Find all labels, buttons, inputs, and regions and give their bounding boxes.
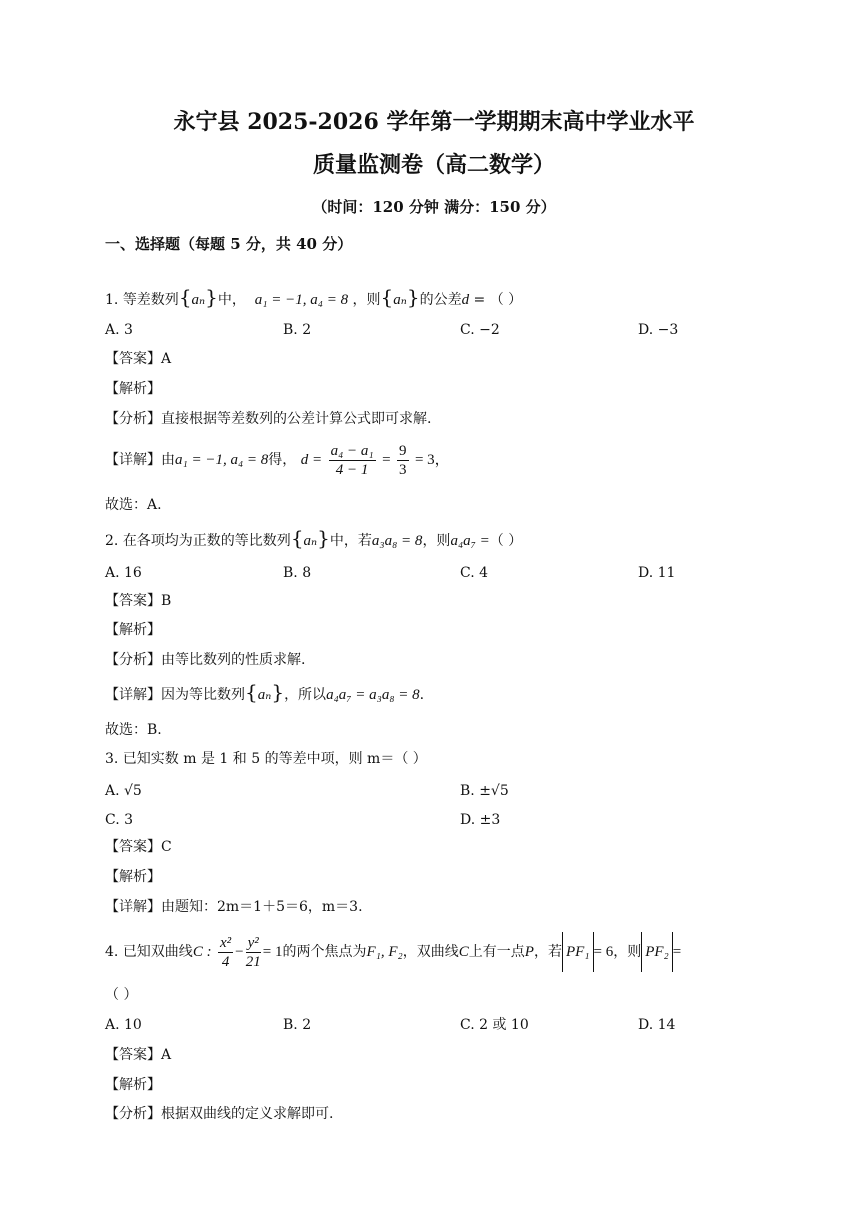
q3-option-a: A. √5 xyxy=(105,783,142,799)
q3-answer: 【答案】C xyxy=(105,839,172,855)
q2-conclusion: 故选：B. xyxy=(105,722,162,738)
q4-option-c: C. 2 或 10 xyxy=(460,1017,529,1033)
page-subtitle: 质量监测卷（高二数学） xyxy=(312,152,555,178)
q4-answer: 【答案】A xyxy=(105,1047,172,1063)
q2-fenxi: 【分析】由等比数列的性质求解. xyxy=(105,652,306,668)
page-title: 永宁县 2025-2026 学年第一学期期末高中学业水平 xyxy=(173,109,695,135)
q4-option-b: B. 2 xyxy=(283,1017,312,1033)
q3-option-b: B. ±√5 xyxy=(460,783,509,799)
q1-detail: 【详解】由a₁ = −1, a₄ = 8得， d = $\frac{\text{a₄ − a₁}}{4 - 1}$ = $\frac{9}{3}$ = 3， xyxy=(105,442,450,478)
q2-option-d: D. 11 xyxy=(638,565,676,581)
q4-fenxi: 【分析】根据双曲线的定义求解即可. xyxy=(105,1106,334,1122)
q1-fenxi: 【分析】直接根据等差数列的公差计算公式即可求解. xyxy=(105,411,432,427)
question-2-stem: 2. 在各项均为正数的等比数列{aₙ}中，若a₃a₈ = 8，则a₄a₇ =（ ） xyxy=(105,526,523,550)
q4-paren: （ ） xyxy=(105,987,138,1003)
q3-option-c: C. 3 xyxy=(105,812,134,828)
q1-option-d: D. −3 xyxy=(638,322,679,338)
question-3-stem: 3. 已知实数 m 是 1 和 5 的等差中项，则 m＝（ ） xyxy=(105,751,427,767)
question-4-stem: 4. 已知双曲线C : $\frac{\text{x²}}{4}$ − $\frac{\text{y²}}{21}$ = 1的两个焦点为F₁, F₂，双曲线C上有一点P，若 PF₁ = 6，则 PF₂ = xyxy=(105,932,681,972)
q1-option-c: C. −2 xyxy=(460,322,500,338)
q1-option-b: B. 2 xyxy=(283,322,312,338)
q1-conclusion: 故选：A. xyxy=(105,497,162,513)
q2-analysis-label: 【解析】 xyxy=(105,622,161,638)
q4-option-a: A. 10 xyxy=(105,1017,142,1033)
section-heading: 一、选择题（每题 5 分，共 40 分） xyxy=(105,235,353,253)
q2-option-b: B. 8 xyxy=(283,565,312,581)
q3-option-d: D. ±3 xyxy=(460,812,501,828)
q4-option-d: D. 14 xyxy=(638,1017,676,1033)
q1-analysis-label: 【解析】 xyxy=(105,381,161,397)
question-1-stem: 1. 等差数列{aₙ}中， a₁ = −1, a₄ = 8 ，则{aₙ}的公差d = （ ） xyxy=(105,285,523,309)
q3-detail: 【详解】由题知：2m＝1＋5＝6，m＝3. xyxy=(105,899,363,915)
q4-analysis-label: 【解析】 xyxy=(105,1077,161,1093)
exam-meta: （时间：120 分钟 满分：150 分） xyxy=(312,198,556,216)
q2-option-c: C. 4 xyxy=(460,565,489,581)
q2-option-a: A. 16 xyxy=(105,565,142,581)
q3-analysis-label: 【解析】 xyxy=(105,869,161,885)
q2-answer: 【答案】B xyxy=(105,593,172,609)
q1-option-a: A. 3 xyxy=(105,322,133,338)
q1-answer: 【答案】A xyxy=(105,351,172,367)
q2-detail: 【详解】因为等比数列{aₙ}，所以a₄a₇ = a₃a₈ = 8. xyxy=(105,680,425,704)
